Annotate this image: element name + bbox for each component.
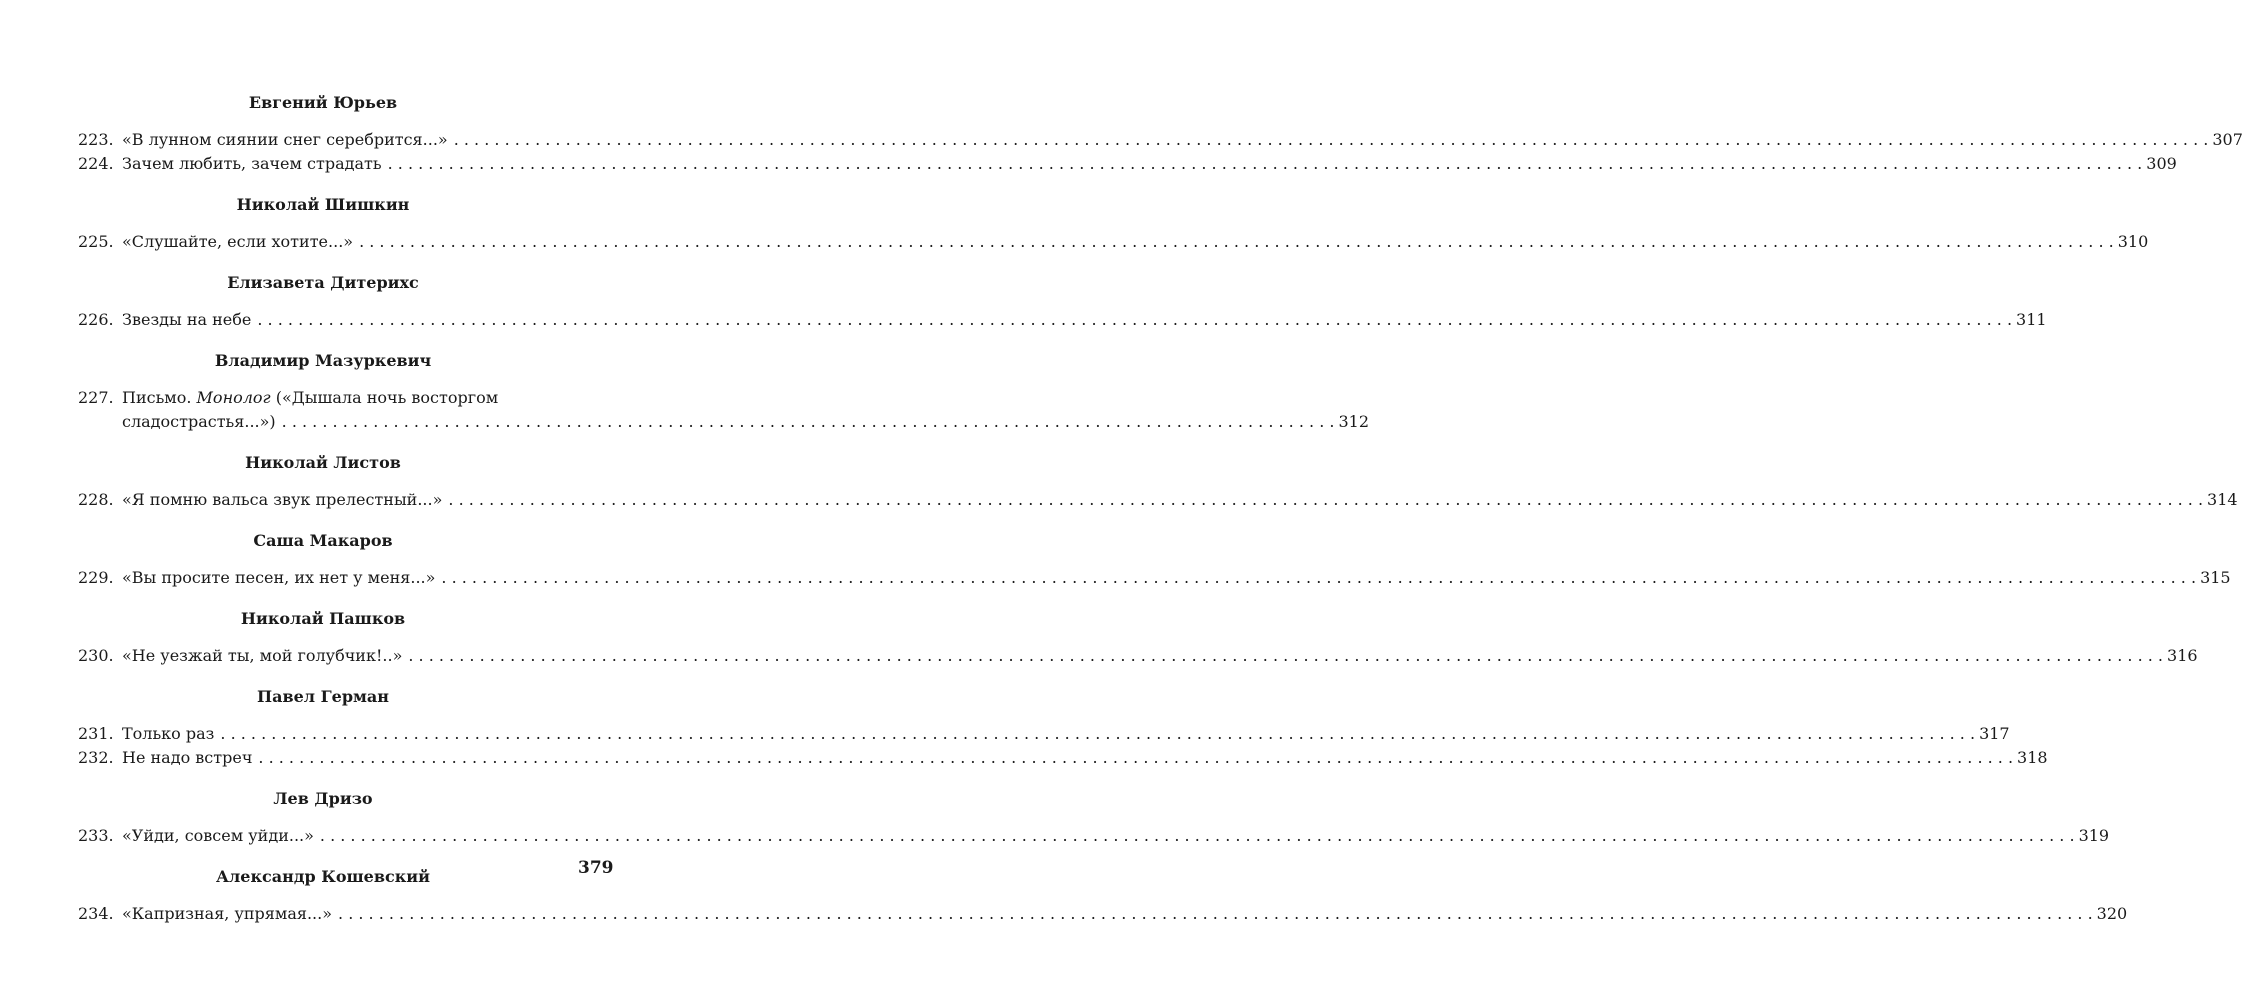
dot-leader	[448, 488, 2203, 512]
dot-leader	[220, 722, 1975, 746]
entry-number: 228.	[78, 490, 114, 509]
toc-section	[78, 788, 2110, 848]
dot-leader	[388, 152, 2143, 176]
author-heading: Александр Кошевский	[215, 867, 431, 886]
entry-page: 307	[2212, 130, 2243, 149]
toc-section	[78, 92, 2243, 176]
toc-section	[78, 194, 2149, 254]
toc-entry	[78, 722, 2010, 746]
entry-number: 233.	[78, 826, 114, 845]
entry-title: «Я помню вальса звук прелестный...»	[122, 490, 443, 509]
entry-page: 315	[2200, 568, 2231, 587]
toc-entry	[78, 152, 2177, 176]
toc-section	[78, 350, 1369, 434]
entry-title: «Уйди, совсем уйди...»	[122, 826, 314, 845]
entry-title: «Капризная, упрямая...»	[122, 904, 333, 923]
dot-leader	[320, 824, 2075, 848]
author-heading: Евгений Юрьев	[248, 93, 398, 112]
dot-leader	[258, 746, 2013, 770]
author-heading: Павел Герман	[256, 687, 389, 706]
entry-number: 234.	[78, 904, 114, 923]
entry-number: 231.	[78, 724, 114, 743]
entry-title-rest: («Дышала ночь восторгом	[270, 388, 499, 407]
author-heading: Саша Макаров	[253, 531, 393, 550]
toc-entry	[78, 644, 2198, 668]
entry-title: «Не уезжай ты, мой голубчик!..»	[122, 646, 403, 665]
dot-leader	[454, 128, 2209, 152]
entry-page: 318	[2017, 748, 2048, 767]
entry-title-continuation: сладострастья...»)	[122, 412, 276, 431]
page-number: 379	[578, 858, 614, 878]
toc-entry	[78, 566, 2231, 590]
entry-page: 320	[2096, 904, 2128, 923]
entry-number: 232.	[78, 748, 114, 767]
entry-page: 316	[2167, 646, 2198, 665]
toc-entry	[78, 128, 2243, 152]
toc-entry	[78, 230, 2149, 254]
toc-section	[78, 530, 2231, 590]
entry-title: Звезды на небе	[122, 310, 252, 329]
entry-page: 310	[2117, 232, 2149, 251]
entry-title: «В лунном сиянии снег серебрится...»	[122, 130, 448, 149]
author-heading: Елизавета Дитерихс	[227, 273, 419, 292]
entry-page: 317	[1979, 724, 2010, 743]
entry-page: 311	[2016, 310, 2047, 329]
entry-title: «Вы просите песен, их нет у меня...»	[122, 568, 436, 587]
dot-leader	[257, 308, 2012, 332]
entry-title: Только раз	[122, 724, 215, 743]
entry-number: 229.	[78, 568, 114, 587]
entry-page: 309	[2146, 154, 2177, 173]
toc-section	[78, 272, 2047, 332]
entry-title-italic: Монолог	[196, 388, 271, 407]
toc-section	[78, 452, 2238, 512]
toc-entry	[78, 386, 1369, 434]
entry-title: «Слушайте, если хотите...»	[122, 232, 354, 251]
entry-page: 312	[1338, 412, 1369, 431]
entry-title: Не надо встреч	[122, 748, 253, 767]
entry-number: 226.	[78, 310, 114, 329]
entry-page: 319	[2078, 826, 2110, 845]
dot-leader	[282, 410, 1335, 434]
entry-title-plain: Письмо.	[122, 388, 197, 407]
author-heading: Николай Шишкин	[236, 195, 410, 214]
dot-leader	[441, 566, 2196, 590]
entry-title-line-1	[78, 386, 556, 410]
dot-leader	[338, 902, 2093, 926]
dot-leader	[359, 230, 2114, 254]
toc-entry	[78, 824, 2110, 848]
entry-page: 314	[2207, 490, 2238, 509]
entry-number: 230.	[78, 646, 114, 665]
entry-number: 224.	[78, 154, 114, 173]
author-heading: Николай Листов	[245, 453, 401, 472]
author-heading: Лев Дризо	[273, 789, 373, 808]
toc-entry	[78, 488, 2238, 512]
toc-entry	[78, 308, 2047, 332]
entry-number: 225.	[78, 232, 114, 251]
author-heading: Владимир Мазуркевич	[214, 351, 432, 370]
entry-title: Зачем любить, зачем страдать	[122, 154, 382, 173]
entry-title-line-2	[78, 410, 1369, 434]
toc-section	[78, 686, 2048, 770]
entry-number: 223.	[78, 130, 114, 149]
dot-leader	[408, 644, 2163, 668]
toc-entry	[78, 902, 2128, 926]
author-heading: Николай Пашков	[240, 609, 406, 628]
toc-entry	[78, 746, 2048, 770]
entry-number: 227.	[78, 388, 114, 407]
toc-section	[78, 608, 2198, 668]
